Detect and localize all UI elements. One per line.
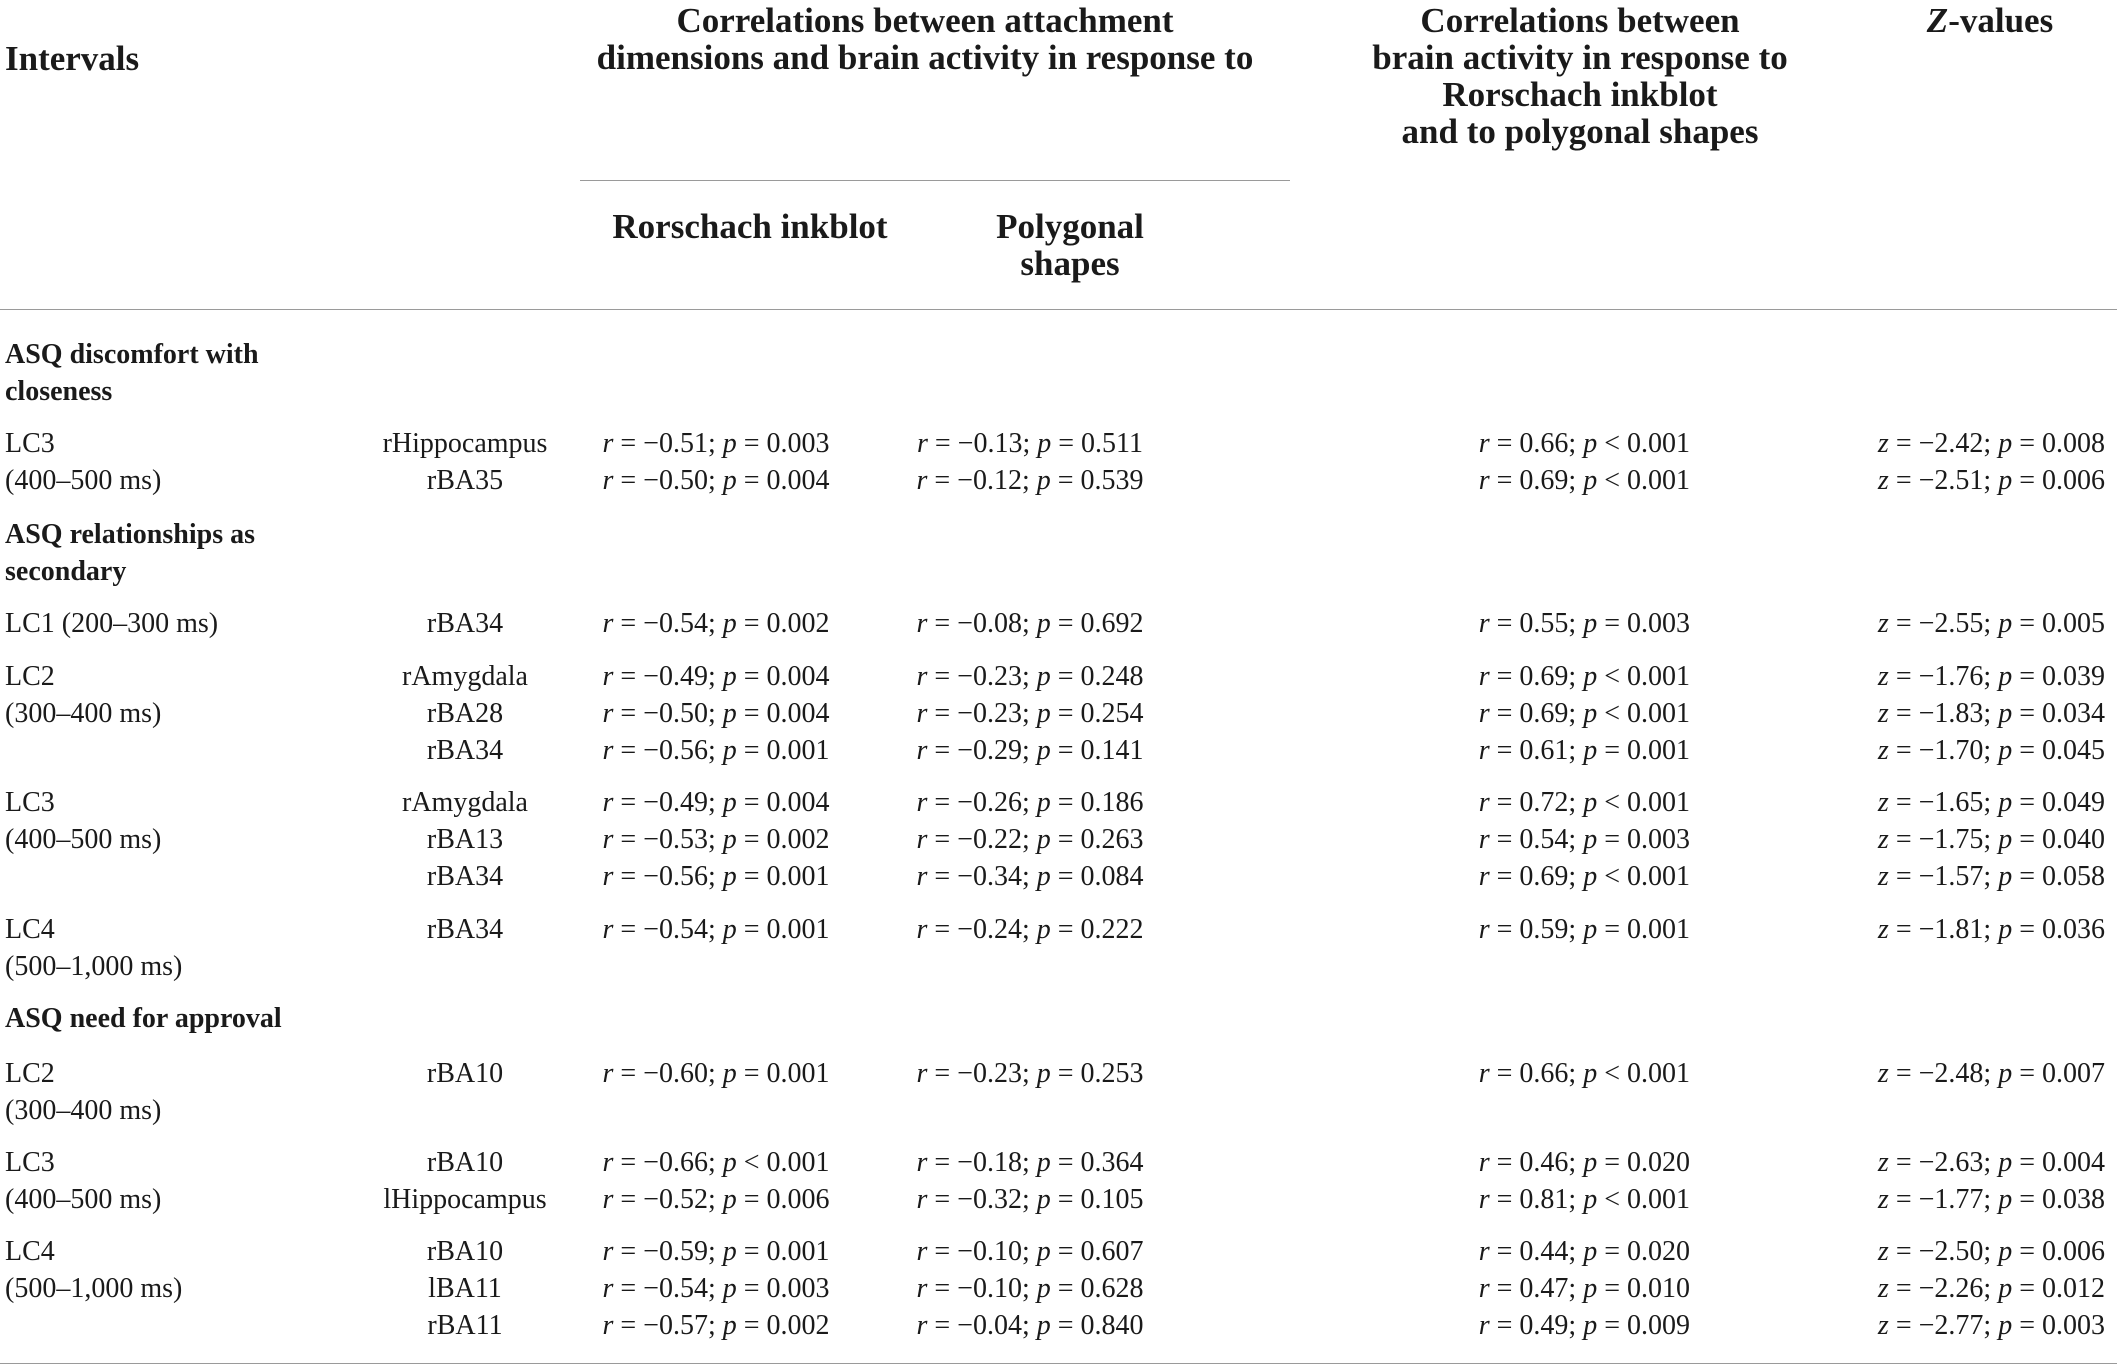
- rorschach-corr-cell: r = −0.50; p = 0.004: [602, 465, 830, 496]
- header-between: [1330, 2, 1830, 150]
- header-z-letter: Z: [1926, 1, 1949, 40]
- region-cell: rBA34: [426, 861, 504, 892]
- polygon-corr-cell: r = −0.10; p = 0.607: [916, 1236, 1144, 1267]
- polygon-corr-cell: r = −0.32; p = 0.105: [916, 1184, 1144, 1215]
- region-cell: rBA34: [426, 735, 504, 766]
- interval-cell: (400–500 ms): [5, 1184, 162, 1215]
- interval-cell: (400–500 ms): [5, 465, 162, 496]
- between-corr-cell: r = 0.66; p < 0.001: [1478, 428, 1690, 459]
- rorschach-corr-cell: r = −0.59; p = 0.001: [602, 1236, 830, 1267]
- z-value-cell: z = −2.77; p = 0.003: [1877, 1310, 2105, 1341]
- section-title: ASQ need for approval: [5, 1003, 282, 1034]
- header-group-line1: Correlations between attachment: [676, 1, 1174, 40]
- table-bottom-rule: [0, 1363, 2117, 1364]
- section-title-line2: secondary: [5, 556, 127, 587]
- region-cell: rBA35: [426, 465, 504, 496]
- interval-cell: (300–400 ms): [5, 698, 162, 729]
- rorschach-corr-cell: r = −0.54; p = 0.003: [602, 1273, 830, 1304]
- polygon-corr-cell: r = −0.13; p = 0.511: [916, 428, 1144, 459]
- region-cell: rBA11: [427, 1310, 503, 1341]
- polygon-corr-cell: r = −0.04; p = 0.840: [916, 1310, 1144, 1341]
- interval-cell: (500–1,000 ms): [5, 1273, 183, 1304]
- z-value-cell: z = −2.51; p = 0.006: [1877, 465, 2105, 496]
- interval-cell: (500–1,000 ms): [5, 951, 183, 982]
- header-polygonal-line1: Polygonal: [996, 207, 1144, 246]
- polygon-corr-cell: r = −0.10; p = 0.628: [916, 1273, 1144, 1304]
- between-corr-cell: r = 0.72; p < 0.001: [1478, 787, 1690, 818]
- polygon-corr-cell: r = −0.23; p = 0.253: [916, 1058, 1144, 1089]
- between-corr-cell: r = 0.69; p < 0.001: [1478, 698, 1690, 729]
- region-cell: rBA34: [426, 914, 504, 945]
- header-polygonal-line2: shapes: [1020, 244, 1120, 283]
- rorschach-corr-cell: r = −0.60; p = 0.001: [602, 1058, 830, 1089]
- between-corr-cell: r = 0.81; p < 0.001: [1478, 1184, 1690, 1215]
- rorschach-corr-cell: r = −0.54; p = 0.002: [602, 608, 830, 639]
- section-title-line2: closeness: [5, 376, 113, 407]
- between-corr-cell: r = 0.59; p = 0.001: [1478, 914, 1690, 945]
- z-value-cell: z = −1.75; p = 0.040: [1877, 824, 2105, 855]
- z-value-cell: z = −1.83; p = 0.034: [1877, 698, 2105, 729]
- rorschach-corr-cell: r = −0.51; p = 0.003: [602, 428, 830, 459]
- rorschach-corr-cell: r = −0.49; p = 0.004: [602, 661, 830, 692]
- interval-cell: LC2: [5, 1058, 55, 1089]
- interval-cell: LC3: [5, 1147, 55, 1178]
- rorschach-corr-cell: r = −0.54; p = 0.001: [602, 914, 830, 945]
- z-value-cell: z = −2.26; p = 0.012: [1877, 1273, 2105, 1304]
- header-between-line3: Rorschach inkblot: [1442, 75, 1718, 114]
- z-value-cell: z = −1.76; p = 0.039: [1877, 661, 2105, 692]
- polygon-corr-cell: r = −0.29; p = 0.141: [916, 735, 1144, 766]
- between-corr-cell: r = 0.46; p = 0.020: [1478, 1147, 1690, 1178]
- interval-cell: LC4: [5, 914, 55, 945]
- z-value-cell: z = −1.81; p = 0.036: [1877, 914, 2105, 945]
- region-cell: rBA10: [426, 1147, 504, 1178]
- between-corr-cell: r = 0.47; p = 0.010: [1478, 1273, 1690, 1304]
- rorschach-corr-cell: r = −0.56; p = 0.001: [602, 861, 830, 892]
- header-z-rest: -values: [1948, 1, 2054, 40]
- interval-cell: LC3: [5, 787, 55, 818]
- header-between-line1: Correlations between: [1420, 1, 1740, 40]
- z-value-cell: z = −1.57; p = 0.058: [1877, 861, 2105, 892]
- z-value-cell: z = −2.50; p = 0.006: [1877, 1236, 2105, 1267]
- polygon-corr-cell: r = −0.18; p = 0.364: [916, 1147, 1144, 1178]
- between-corr-cell: r = 0.69; p < 0.001: [1478, 661, 1690, 692]
- header-rorschach: Rorschach inkblot: [612, 207, 888, 246]
- interval-cell: LC1 (200–300 ms): [5, 608, 219, 639]
- polygon-corr-cell: r = −0.22; p = 0.263: [916, 824, 1144, 855]
- between-corr-cell: r = 0.69; p < 0.001: [1478, 465, 1690, 496]
- polygon-corr-cell: r = −0.26; p = 0.186: [916, 787, 1144, 818]
- between-corr-cell: r = 0.66; p < 0.001: [1478, 1058, 1690, 1089]
- z-value-cell: z = −2.63; p = 0.004: [1877, 1147, 2105, 1178]
- rorschach-corr-cell: r = −0.66; p < 0.001: [602, 1147, 830, 1178]
- rorschach-corr-cell: r = −0.50; p = 0.004: [602, 698, 830, 729]
- header-bottom-rule: [0, 309, 2117, 310]
- rorschach-corr-cell: r = −0.56; p = 0.001: [602, 735, 830, 766]
- region-cell: rBA28: [426, 698, 504, 729]
- section-title-line1: ASQ relationships as: [5, 519, 255, 550]
- region-cell: rBA10: [426, 1058, 504, 1089]
- header-group-rule: [580, 180, 1290, 181]
- polygon-corr-cell: r = −0.24; p = 0.222: [916, 914, 1144, 945]
- header-polygonal: [920, 208, 1220, 282]
- section-title-line1: ASQ discomfort with: [5, 339, 259, 370]
- header-group-line2: dimensions and brain activity in response to: [596, 38, 1254, 77]
- rorschach-corr-cell: r = −0.57; p = 0.002: [602, 1310, 830, 1341]
- header-between-line2: brain activity in response to: [1372, 38, 1788, 77]
- region-cell: lBA11: [428, 1273, 502, 1304]
- between-corr-cell: r = 0.54; p = 0.003: [1478, 824, 1690, 855]
- section-title: [5, 336, 259, 410]
- between-corr-cell: r = 0.44; p = 0.020: [1478, 1236, 1690, 1267]
- header-z-values: [1900, 2, 2080, 39]
- z-value-cell: z = −1.77; p = 0.038: [1877, 1184, 2105, 1215]
- z-value-cell: z = −2.42; p = 0.008: [1877, 428, 2105, 459]
- between-corr-cell: r = 0.55; p = 0.003: [1478, 608, 1690, 639]
- region-cell: rAmygdala: [402, 787, 528, 818]
- rorschach-corr-cell: r = −0.53; p = 0.002: [602, 824, 830, 855]
- region-cell: rBA10: [426, 1236, 504, 1267]
- rorschach-corr-cell: r = −0.49; p = 0.004: [602, 787, 830, 818]
- between-corr-cell: r = 0.49; p = 0.009: [1478, 1310, 1690, 1341]
- between-corr-cell: r = 0.61; p = 0.001: [1478, 735, 1690, 766]
- z-value-cell: z = −2.55; p = 0.005: [1877, 608, 2105, 639]
- header-intervals: Intervals: [5, 39, 140, 78]
- z-value-cell: z = −2.48; p = 0.007: [1877, 1058, 2105, 1089]
- polygon-corr-cell: r = −0.08; p = 0.692: [916, 608, 1144, 639]
- region-cell: rHippocampus: [382, 428, 548, 459]
- interval-cell: LC2: [5, 661, 55, 692]
- polygon-corr-cell: r = −0.23; p = 0.254: [916, 698, 1144, 729]
- polygon-corr-cell: r = −0.23; p = 0.248: [916, 661, 1144, 692]
- interval-cell: (400–500 ms): [5, 824, 162, 855]
- region-cell: lHippocampus: [383, 1184, 547, 1215]
- z-value-cell: z = −1.65; p = 0.049: [1877, 787, 2105, 818]
- polygon-corr-cell: r = −0.12; p = 0.539: [916, 465, 1144, 496]
- z-value-cell: z = −1.70; p = 0.045: [1877, 735, 2105, 766]
- interval-cell: LC3: [5, 428, 55, 459]
- header-between-line4: and to polygonal shapes: [1401, 112, 1759, 151]
- between-corr-cell: r = 0.69; p < 0.001: [1478, 861, 1690, 892]
- region-cell: rBA34: [426, 608, 504, 639]
- interval-cell: LC4: [5, 1236, 55, 1267]
- region-cell: rBA13: [426, 824, 504, 855]
- section-title: [5, 516, 255, 590]
- rorschach-corr-cell: r = −0.52; p = 0.006: [602, 1184, 830, 1215]
- polygon-corr-cell: r = −0.34; p = 0.084: [916, 861, 1144, 892]
- region-cell: rAmygdala: [402, 661, 528, 692]
- interval-cell: (300–400 ms): [5, 1095, 162, 1126]
- header-group-title: [560, 2, 1290, 76]
